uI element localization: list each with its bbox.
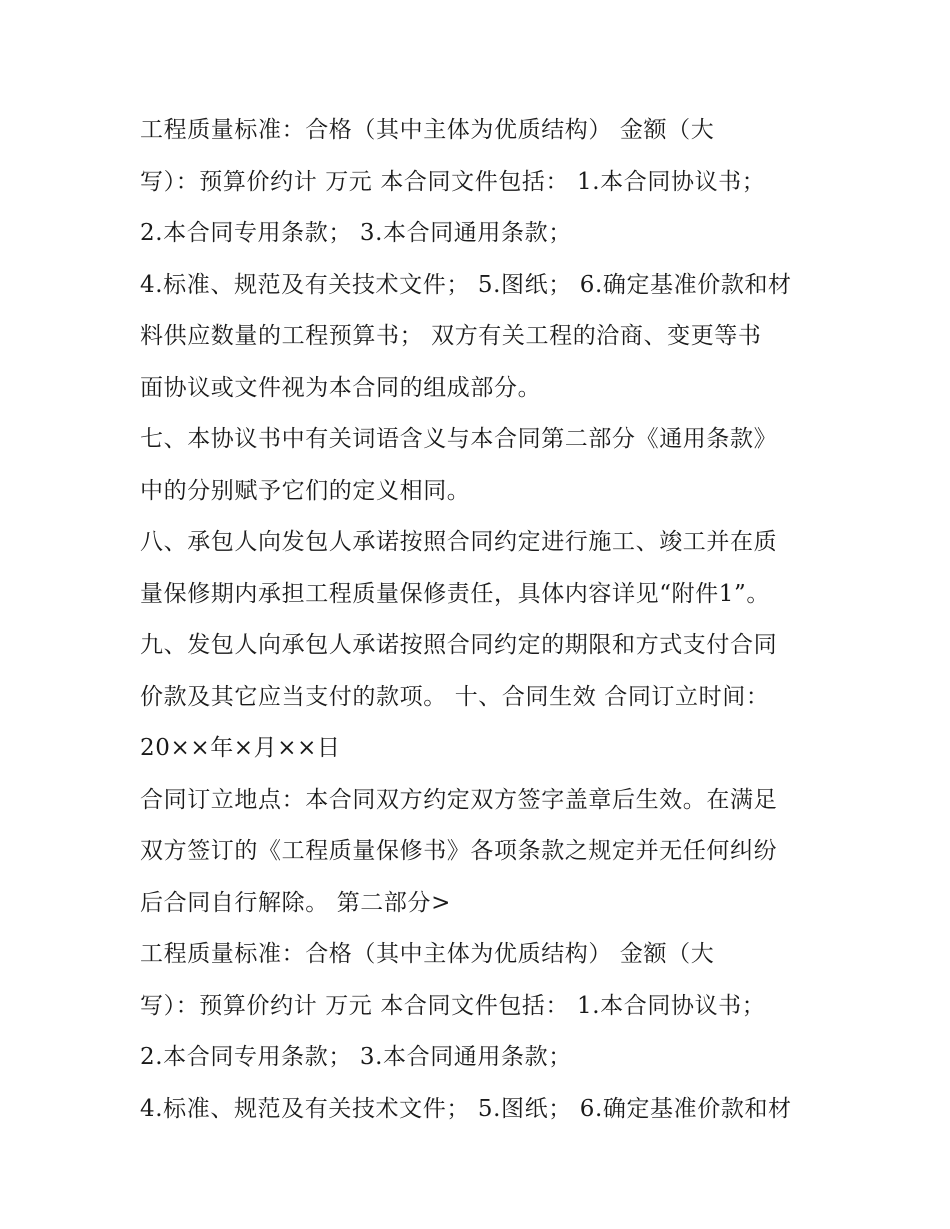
- text-line-2: 写）：预算价约计 万元 本合同文件包括： 1.本合同协议书；: [140, 168, 766, 195]
- text-line-14: 合同订立地点：本合同双方约定双方签字盖章后生效。在满足: [140, 786, 778, 813]
- document-body: [140, 110, 830, 1140]
- text-line-19: 2.本合同专用条款； 3.本合同通用条款；: [140, 1044, 572, 1070]
- text-line-6: 面协议或文件视为本合同的组成部分。: [140, 374, 542, 401]
- text-line-10: 量保修期内承担工程质量保修责任，具体内容详见“附件1”。: [140, 580, 770, 607]
- text-line-9: 八、承包人向发包人承诺按照合同约定进行施工、竣工并在质: [140, 529, 778, 555]
- text-line-5: 料供应数量的工程预算书； 双方有关工程的洽商、变更等书: [140, 323, 762, 349]
- text-line-7: 七、本协议书中有关词语含义与本合同第二部分《通用条款》: [140, 426, 778, 452]
- text-line-4: 4.标准、规范及有关技术文件； 5.图纸； 6.确定基准价款和材: [140, 271, 792, 298]
- text-line-16: 后合同自行解除。 第二部分>: [140, 889, 451, 916]
- text-line-15: 双方签订的《工程质量保修书》各项条款之规定并无任何纠纷: [140, 838, 778, 864]
- text-line-3: 2.本合同专用条款； 3.本合同通用条款；: [140, 220, 572, 246]
- text-line-20: 4.标准、规范及有关技术文件； 5.图纸； 6.确定基准价款和材: [140, 1095, 792, 1122]
- text-line-11: 九、发包人向承包人承诺按照合同约定的期限和方式支付合同: [140, 632, 778, 658]
- text-line-1: 工程质量标准：合格（其中主体为优质结构） 金额（大: [140, 117, 715, 143]
- text-line-13: 20××年×月××日: [140, 735, 341, 761]
- text-line-17: 工程质量标准：合格（其中主体为优质结构） 金额（大: [140, 941, 715, 967]
- text-line-8: 中的分别赋予它们的定义相同。: [140, 477, 471, 504]
- text-line-12: 价款及其它应当支付的款项。 十、合同生效 合同订立时间：: [140, 683, 770, 710]
- text-line-18: 写）：预算价约计 万元 本合同文件包括： 1.本合同协议书；: [140, 992, 766, 1019]
